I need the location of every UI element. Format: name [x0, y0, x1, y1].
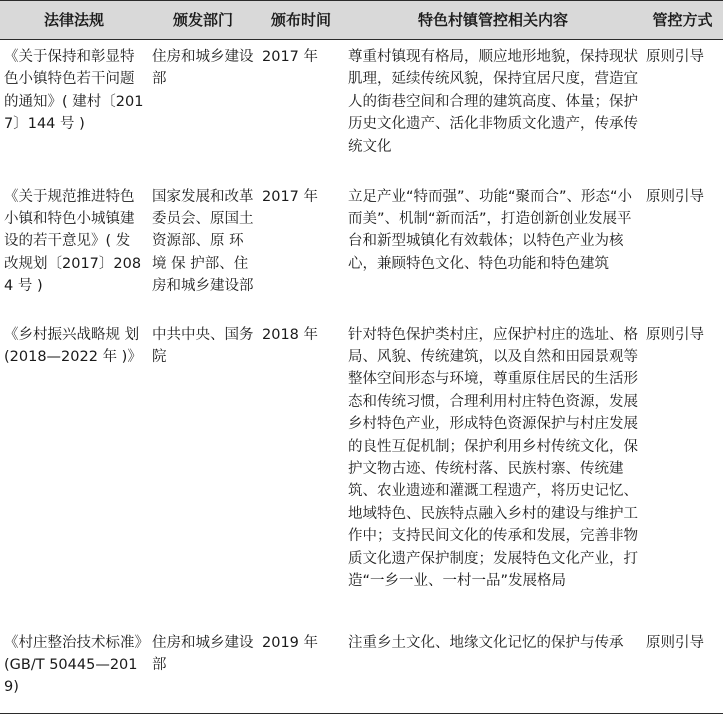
- table-row: [0, 180, 723, 318]
- header-content: 特色村镇管控相关内容: [344, 1, 642, 40]
- law-cell: 《关于规范推进特色小镇和特色小城镇建设的若干意见》( 发改规划〔2017〕2084 号 ): [4, 188, 142, 295]
- law-cell: 《关于保持和彰显特色小镇特色若干问题的通知》( 建村〔2017〕144 号 ): [4, 49, 144, 133]
- date-cell: 2017 年: [262, 49, 319, 65]
- law-cell: 《村庄整治技术标准》(GB/T 50445—2019): [0, 626, 148, 714]
- table-row: [0, 626, 723, 714]
- table-body: [0, 40, 723, 714]
- table-row: [0, 318, 723, 626]
- mode-cell: 原则引导: [642, 626, 723, 714]
- content-cell: 立足产业“特而强”、功能“聚而合”、形态“小而美”、机制“新而活”，打造创新创业发展平台和新型城镇化有效载体；以特色产业为核心，兼顾特色文化、特色功能和特色建筑: [348, 188, 633, 272]
- header-row: [0, 1, 723, 40]
- content-cell: 尊重村镇现有格局，顺应地形地貌，保持现状肌理，延续传统风貌，保持宜居尺度，营造宜人的街巷空间和合理的建筑高度、体量；保护历史文化遗产、活化非物质文化遗产，传承传统文化: [348, 49, 638, 155]
- header-mode: 管控方式: [642, 1, 723, 40]
- content-cell: 注重乡土文化、地缘文化记忆的保护与传承: [344, 626, 642, 714]
- department-cell: 中共中央、国务院: [152, 326, 254, 365]
- table-header: [0, 1, 723, 40]
- department-cell: 住房和城乡建设部: [152, 49, 254, 88]
- mode-cell: 原则引导: [646, 326, 704, 343]
- law-cell: 《乡村振兴战略规 划 (2018—2022 年 )》: [4, 326, 142, 365]
- date-cell: 2017 年: [262, 188, 319, 205]
- date-cell: 2018 年: [262, 326, 319, 343]
- header-law: 法律法规: [0, 1, 148, 40]
- table-row: [0, 40, 723, 180]
- date-cell: 2019 年: [258, 626, 344, 714]
- header-department: 颁发部门: [148, 1, 258, 40]
- content-cell: 针对特色保护类村庄，应保护村庄的选址、格局、风貌、传统建筑，以及自然和田园景观等整体空间形态与环境，尊重原住居民的生活形态和传统习惯，合理利用村庄特色资源，发展乡村特色产业，形成特色资源保护与村庄发展的良性互促机制；保护利用乡村传统文化，保护文物古迹、传统村落、民族村寨、传统建筑、农业遗迹和灌溉工程遗产，将历史记忆、地域特色、民族特点融入乡村的建设与维护工作中；支持民间文化的传承和发展，完善非物质文化遗产保护制度；发展特色文化产业，打造“一乡一业、一村一品”发展格局: [348, 326, 638, 589]
- header-date: 颁布时间: [258, 1, 344, 40]
- department-cell: 住房和城乡建设部: [148, 626, 258, 714]
- department-cell: 国家发展和改革委员会、原国土资源部、原 环 境 保 护部、住房和城乡建设部: [152, 188, 254, 295]
- mode-cell: 原则引导: [646, 49, 704, 65]
- mode-cell: 原则引导: [646, 188, 704, 205]
